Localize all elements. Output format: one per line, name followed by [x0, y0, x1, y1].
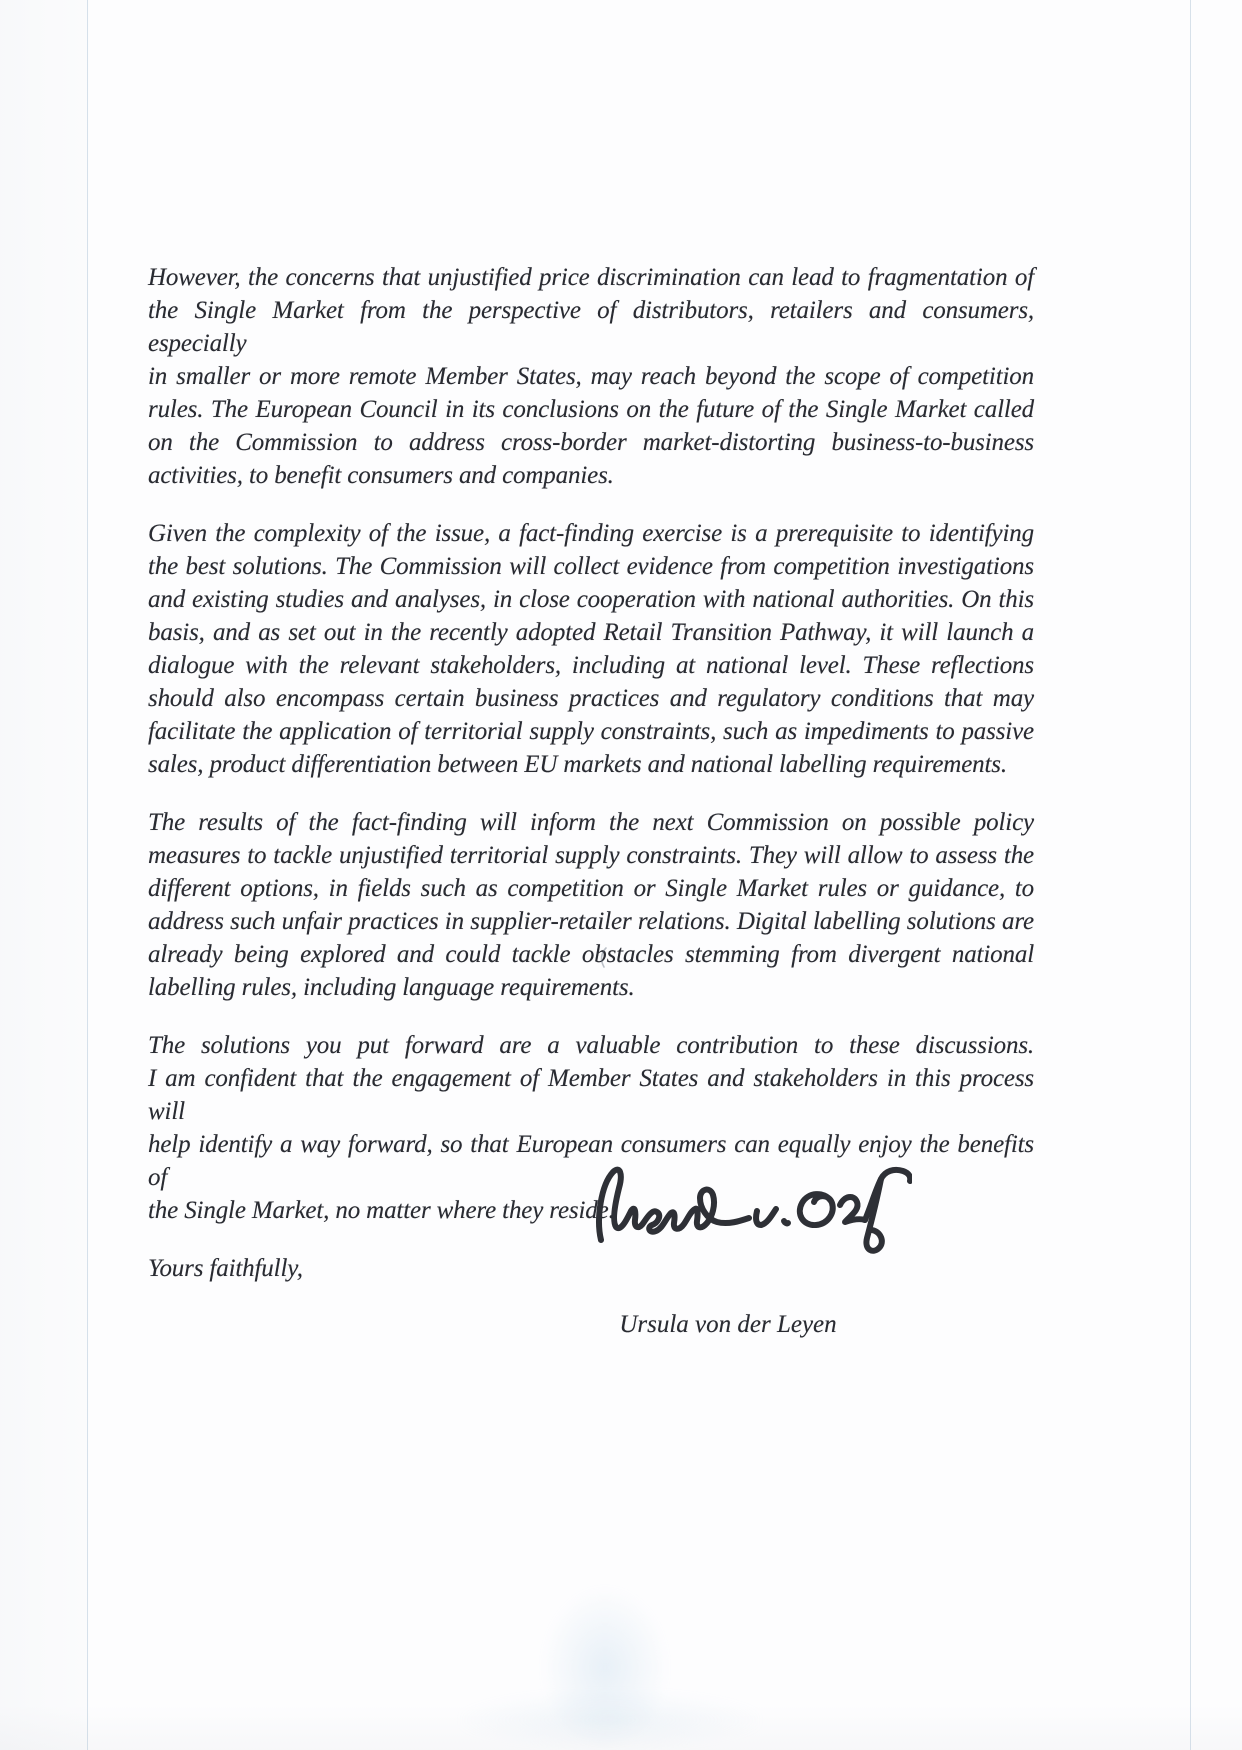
letter-line: Given the complexity of the issue, a fact-finding exercise is a prerequisite to identifying: [148, 520, 1034, 547]
letter-line: should also encompass certain business practices and regulatory conditions that may: [148, 685, 1034, 712]
paper-bleedthrough-smudge: [540, 1585, 670, 1750]
letter-line: and existing studies and analyses, in close cooperation with national authorities. On this: [148, 586, 1034, 613]
signer-name: Ursula von der Leyen: [619, 1311, 837, 1338]
handwritten-signature-icon: [594, 1161, 912, 1263]
letter-line: the Single Market from the perspective of distributors, retailers and consumers, especially: [148, 297, 1034, 357]
letter-line: facilitate the application of territorial supply constraints, such as impediments to passive: [148, 718, 1034, 745]
letter-line: Yours faithfully,: [148, 1255, 303, 1282]
paper-bleedthrough-smudge: [460, 1690, 760, 1750]
letter-line: address such unfair practices in supplier-retailer relations. Digital labelling solutions are: [148, 908, 1034, 935]
letter-line: basis, and as set out in the recently adopted Retail Transition Pathway, it will launch a: [148, 619, 1034, 646]
scan-edge-line-left: [87, 0, 88, 1750]
letter-line: different options, in fields such as competition or Single Market rules or guidance, to: [148, 875, 1034, 902]
letter-line: sales, product differentiation between EU markets and national labelling requirements.: [148, 751, 1007, 778]
letter-line: The solutions you put forward are a valuable contribution to these discussions.: [148, 1032, 1034, 1059]
letter-line: the best solutions. The Commission will collect evidence from competition investigations: [148, 553, 1034, 580]
letter-body: [148, 261, 1034, 1310]
letter-line: on the Commission to address cross-border market-distorting business-to-business: [148, 429, 1034, 456]
letter-line: rules. The European Council in its conclusions on the future of the Single Market called: [148, 396, 1034, 423]
letter-line: However, the concerns that unjustified price discrimination can lead to fragmentation of: [148, 264, 1034, 291]
letter-line: dialogue with the relevant stakeholders, including at national level. These reflections: [148, 652, 1034, 679]
scan-artifact: [597, 946, 609, 970]
letter-line: help identify a way forward, so that European consumers can equally enjoy the benefits of: [148, 1131, 1034, 1191]
letter-line: labelling rules, including language requirements.: [148, 974, 635, 1001]
scan-edge-line-right: [1190, 0, 1191, 1750]
letter-line: measures to tackle unjustified territorial supply constraints. They will allow to assess the: [148, 842, 1034, 869]
letter-line: activities, to benefit consumers and companies.: [148, 462, 614, 489]
letter-line: I am confident that the engagement of Member States and stakeholders in this process will: [148, 1065, 1034, 1125]
letter-line: The results of the fact-finding will inform the next Commission on possible policy: [148, 809, 1034, 836]
letter-line: the Single Market, no matter where they reside.: [148, 1197, 615, 1224]
letter-line: in smaller or more remote Member States, may reach beyond the scope of competition: [148, 363, 1034, 390]
letter-line: already being explored and could tackle obstacles stemming from divergent national: [148, 941, 1034, 968]
